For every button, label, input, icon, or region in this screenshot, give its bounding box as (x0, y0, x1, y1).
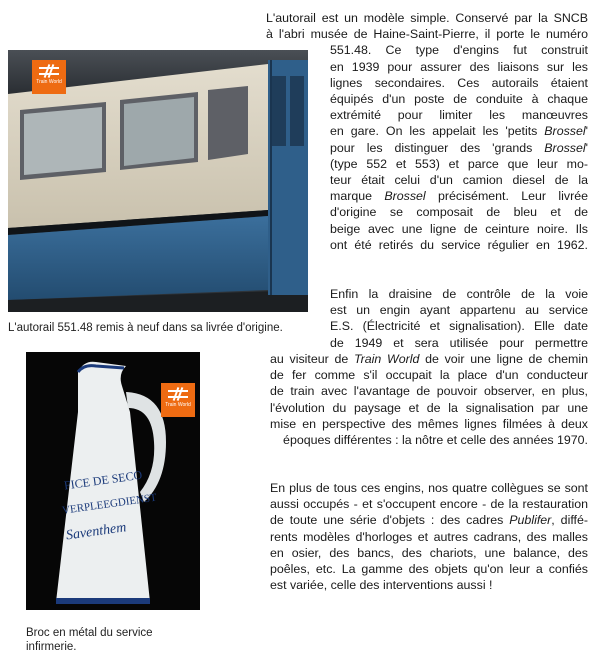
broc-caption-line: Broc en métal du service (26, 627, 153, 639)
text-line: équipés d'un poste de conduite à chaque (330, 92, 588, 106)
text-line: extrémité pour limiter les manœuvres (330, 108, 588, 123)
text-line: poêles, etc. La gamme des objets qu'on leur a confiés (270, 562, 588, 577)
text-line: teur était celui d'un camion diesel de la (330, 173, 588, 188)
text-line: de toute une série d'objets : des cadres Publifer, diffé- (270, 513, 588, 528)
text-line: En plus de tous ces engins, nos quatre collègues se sont (270, 481, 588, 495)
text-line: aussi occupés - et s'occupent encore - de la restauration (270, 497, 588, 512)
paragraph-draisine (330, 286, 588, 351)
text-line: 551.48. Ce type d'engins fut construit (330, 43, 588, 58)
text-line: en gare. On les appelait les 'petits Brossel' (330, 124, 588, 139)
text-line: époques différentes : la nôtre et celle des années 1970. (283, 433, 588, 448)
text-line: à l'abri musée de Haine-Saint-Pierre, il porte le numéro (266, 27, 588, 42)
text-line: ont été retirés du service régulier en 1962. (330, 237, 588, 252)
train-world-logo-2 (161, 383, 195, 417)
text-line: marque Brossel précisément. Leur livrée (330, 189, 588, 204)
text-line: mise en perspective des mêmes lignes filmées à deux (270, 416, 588, 431)
text-line: L'autorail est un modèle simple. Conservé par la SNCB (266, 11, 588, 25)
text-line: au visiteur de Train World de voir une ligne de chemin (270, 352, 588, 366)
text-line: rents modèles d'horloges et autres cadrans, des malles (270, 529, 588, 544)
text-line: E.S. (Électricité et signalisation). Elle date (330, 319, 588, 334)
paragraph-draisine-continued (270, 351, 588, 448)
broc-caption-line: infirmerie. (26, 641, 77, 653)
text-line: pour les distinguer des 'grands Brossel' (330, 140, 588, 155)
pitcher-text-line-1: FICE DE SECO (63, 467, 144, 493)
broc-caption (26, 626, 206, 654)
pitcher-text-line-2: VERPLEEGDIENST (61, 491, 158, 517)
pitcher-text-line-3: Saventhem (65, 520, 128, 544)
text-line: l'évolution du paysage et de la signalisation par une (270, 400, 588, 415)
text-line: en osier, des bancs, des chariots, une balance, des (270, 545, 588, 560)
train-world-logo-label: Train World (165, 402, 191, 408)
paragraph-autorail-continued (330, 42, 588, 253)
text-line: lignes secondaires. Ces autorails étaient (330, 75, 588, 90)
train-world-rails-icon (167, 387, 189, 401)
text-line: de fer comme s'il occupait la place d'un conducteur (270, 368, 588, 383)
text-line: de 1949 et sera utilisée pour permettre (330, 335, 588, 350)
paragraph-autorail (266, 10, 588, 42)
text-line: est variée, celle des interventions aussi ! (270, 578, 493, 593)
text-line: beige avec une ligne de ceinture noire. Ils (330, 221, 588, 236)
text-line: Enfin la draisine de contrôle de la voie (330, 287, 588, 301)
paragraph-objets (270, 480, 588, 593)
text-line: de train avec l'avantage de pouvoir observer, en plus, (270, 384, 588, 399)
train-world-logo (32, 60, 66, 94)
text-line: est un engin ayant appartenu au service (330, 303, 588, 318)
autorail-caption: L'autorail 551.48 remis à neuf dans sa livrée d'origine. (8, 322, 283, 334)
train-world-rails-icon (38, 64, 60, 78)
text-line: (type 552 et 553) et parce que leur mo- (330, 156, 588, 171)
text-line: d'origine se composait de bleu et de (330, 205, 588, 220)
text-line: en 1939 pour assurer des liaisons sur les (330, 59, 588, 74)
train-world-logo-label: Train World (36, 79, 62, 85)
